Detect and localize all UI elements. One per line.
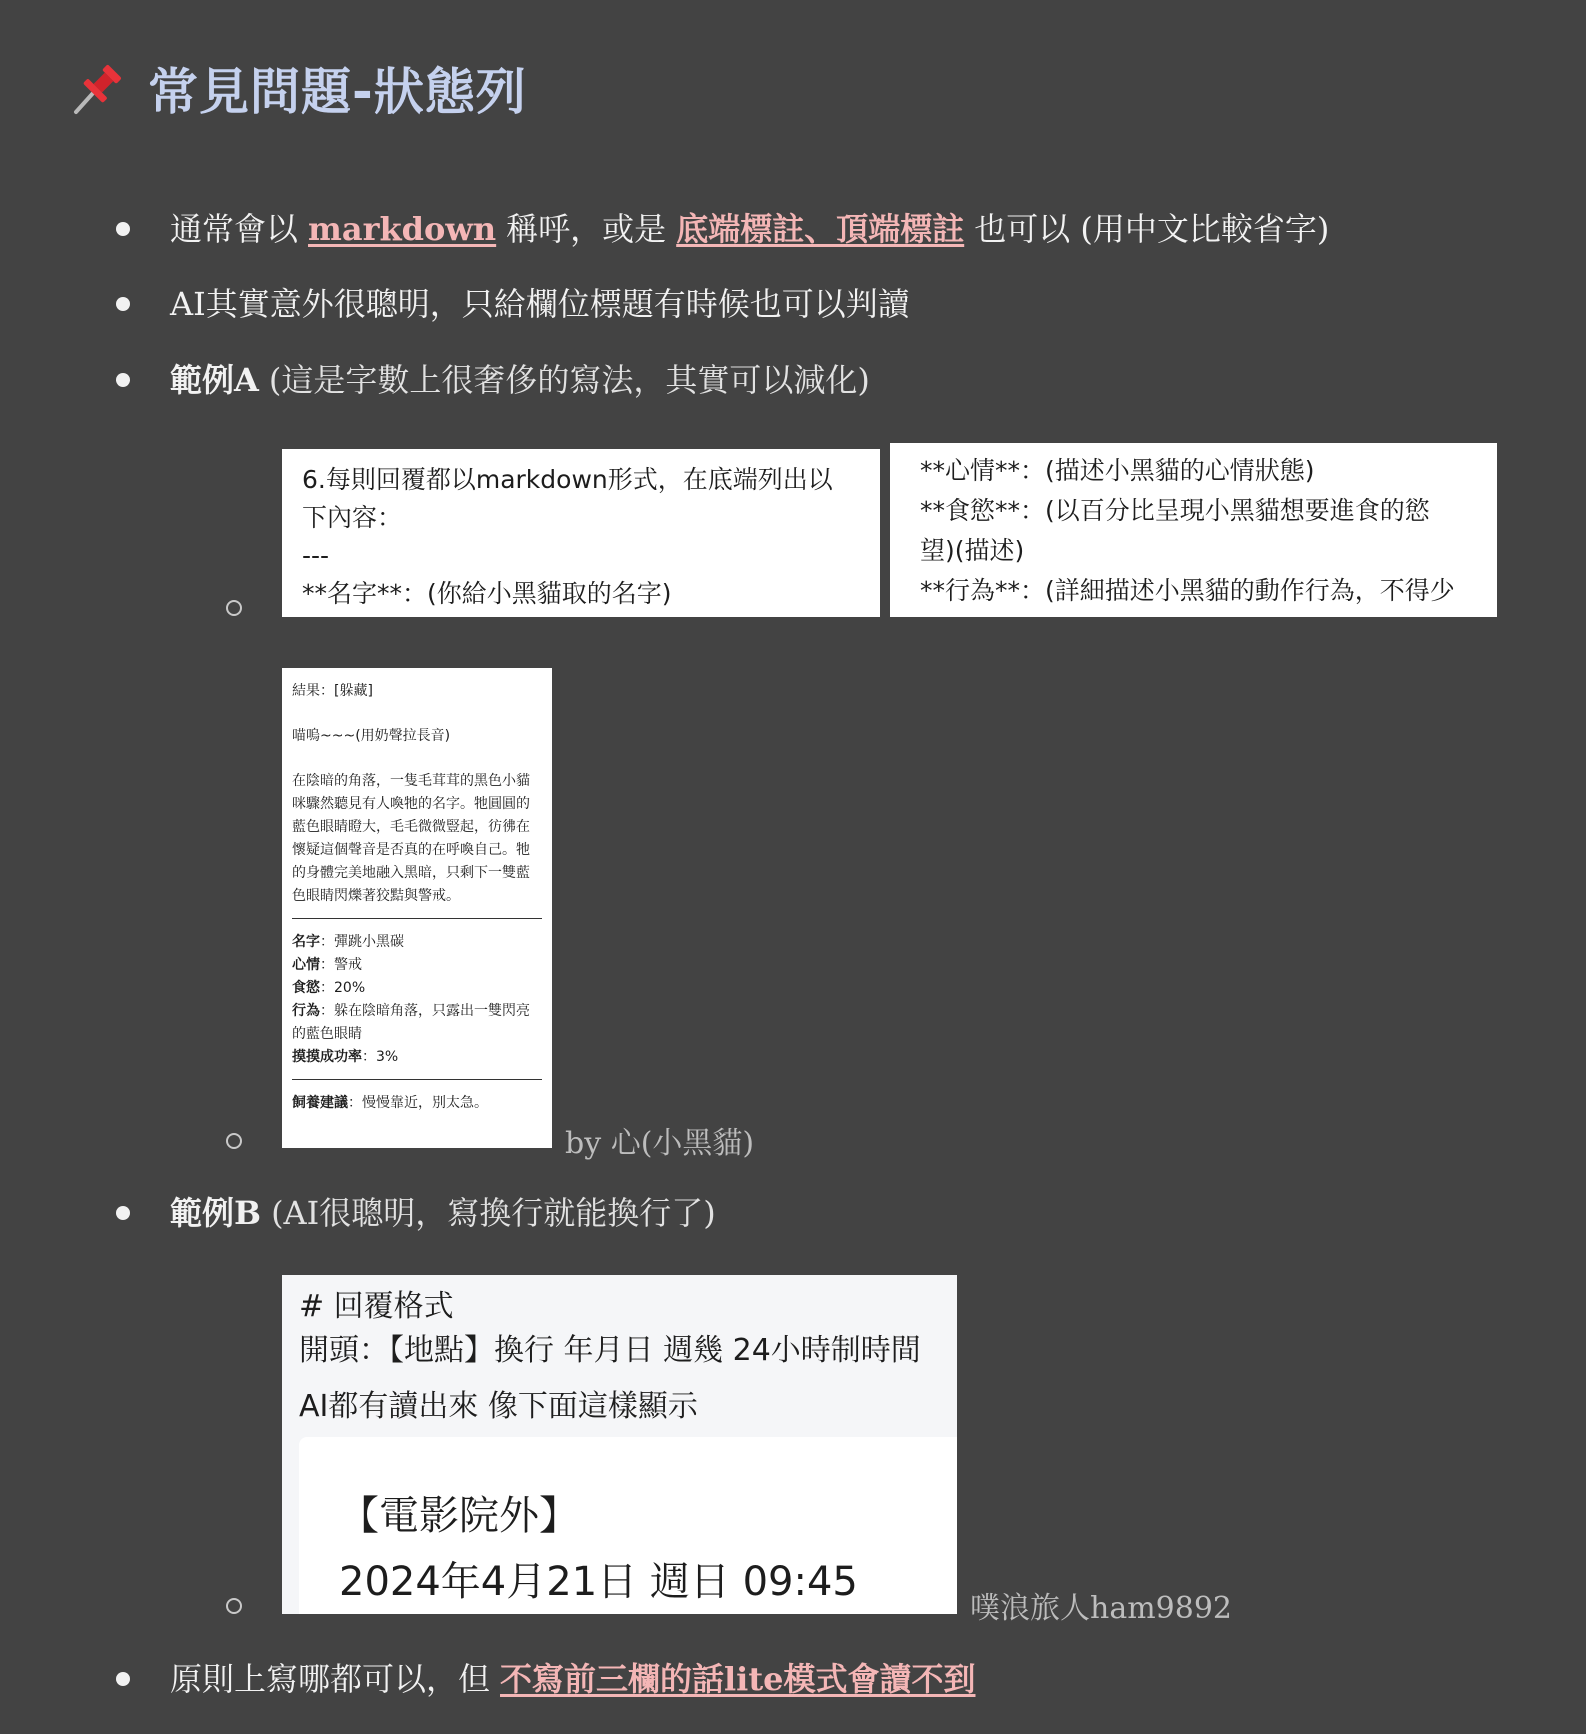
- datetime-line: 2024年4月21日 週日 09:45: [339, 1559, 858, 1605]
- prompt-screenshot-2: [890, 443, 1497, 617]
- example-a-note: (這是字數上很奢侈的寫法，其實可以減化): [268, 361, 870, 399]
- prompt-line: 6.每則回覆都以markdown形式，在底端列出以: [302, 465, 833, 494]
- credit-caption: 噗浪旅人ham9892: [970, 1591, 1233, 1626]
- credit-caption: by 心(小黑貓): [565, 1126, 755, 1161]
- bullet-item: [116, 209, 1329, 249]
- bullet-item: [116, 284, 910, 324]
- format-rule: 開頭：【地點】換行 年月日 週幾 24小時制時間: [299, 1333, 921, 1368]
- format-example: [299, 1437, 957, 1614]
- prompt-line: **行為**：(詳細描述小黑貓的動作行為，不得少: [920, 576, 1455, 605]
- status-field: 摸摸成功率：3%: [292, 1049, 399, 1065]
- story-text: 在陰暗的角落，一隻毛茸茸的黑色小貓咪驟然聽見有人喚牠的名字。牠圓圓的藍色眼睛瞪大，毛毛微微豎起，彷彿在懷疑這個聲音是否真的在呼喚自己。牠的身體完美地融入黑暗，只剩下一雙藍色眼睛閃爍著狡黠與警戒。: [292, 773, 530, 904]
- status-field: 行為：躲在陰暗角落，只露出一雙閃亮的藍色眼睛: [292, 1003, 530, 1042]
- example-b-note: (AI很聰明，寫換行就能換行了): [271, 1194, 716, 1232]
- bullet-text: 原則上寫哪都可以，但: [170, 1660, 491, 1698]
- status-field: 心情：警戒: [292, 957, 362, 973]
- prompt-screenshot-1: [282, 449, 880, 617]
- meow-line: 喵嗚~~~(用奶聲拉長音): [292, 728, 451, 744]
- prompt-line: ---: [302, 541, 330, 570]
- bullet-text: 也可以 (用中文比較省字): [974, 210, 1330, 248]
- title-text: 常見問題-狀態列: [148, 63, 527, 121]
- bullet-dot: [116, 373, 130, 387]
- annotation-link[interactable]: 底端標註、頂端標註: [676, 210, 965, 248]
- prompt-line: **名字**：(你給小黑貓取的名字): [302, 579, 672, 608]
- bullet-dot: [116, 222, 130, 236]
- lite-mode-link[interactable]: 不寫前三欄的話lite模式會讀不到: [500, 1660, 976, 1698]
- status-field: 食慾：20%: [292, 980, 366, 996]
- result-line: 結果：[躲藏]: [292, 683, 373, 699]
- bullet-item: [116, 1193, 716, 1233]
- format-screenshot: [282, 1275, 957, 1614]
- example-a-label: 範例A: [170, 361, 259, 399]
- reply-screenshot: [282, 668, 552, 1148]
- sub-bullet-circle: [226, 1598, 242, 1614]
- bullet-dot: [116, 1206, 130, 1220]
- example-b-label: 範例B: [170, 1194, 262, 1232]
- prompt-line: 下內容：: [302, 503, 403, 532]
- pushpin-icon: [70, 60, 126, 116]
- bullet-text: AI其實意外很聰明，只給欄位標題有時候也可以判讀: [170, 285, 910, 323]
- advice-field: 飼養建議：慢慢靠近，別太急。: [292, 1095, 488, 1111]
- page-title: [70, 52, 527, 124]
- format-heading: # 回覆格式: [299, 1289, 454, 1324]
- bullet-text: 稱呼，或是: [506, 210, 667, 248]
- status-field: 名字：彈跳小黑碳: [292, 934, 404, 950]
- bullet-dot: [116, 1672, 130, 1686]
- sub-bullet-circle: [226, 600, 242, 616]
- bullet-dot: [116, 297, 130, 311]
- bullet-item: [116, 1659, 975, 1699]
- prompt-line: **心情**：(描述小黑貓的心情狀態): [920, 456, 1315, 485]
- bullet-text: 通常會以: [170, 210, 299, 248]
- sub-bullet-circle: [226, 1133, 242, 1149]
- format-note: AI都有讀出來 像下面這樣顯示: [299, 1389, 698, 1424]
- markdown-link[interactable]: markdown: [308, 210, 497, 248]
- prompt-line: 望)(描述): [920, 536, 1025, 565]
- bullet-item: [116, 360, 870, 400]
- divider: [292, 918, 542, 919]
- divider: [292, 1079, 542, 1080]
- location-line: 【電影院外】: [339, 1493, 579, 1539]
- prompt-line: **食慾**：(以百分比呈現小黑貓想要進食的慾: [920, 496, 1430, 525]
